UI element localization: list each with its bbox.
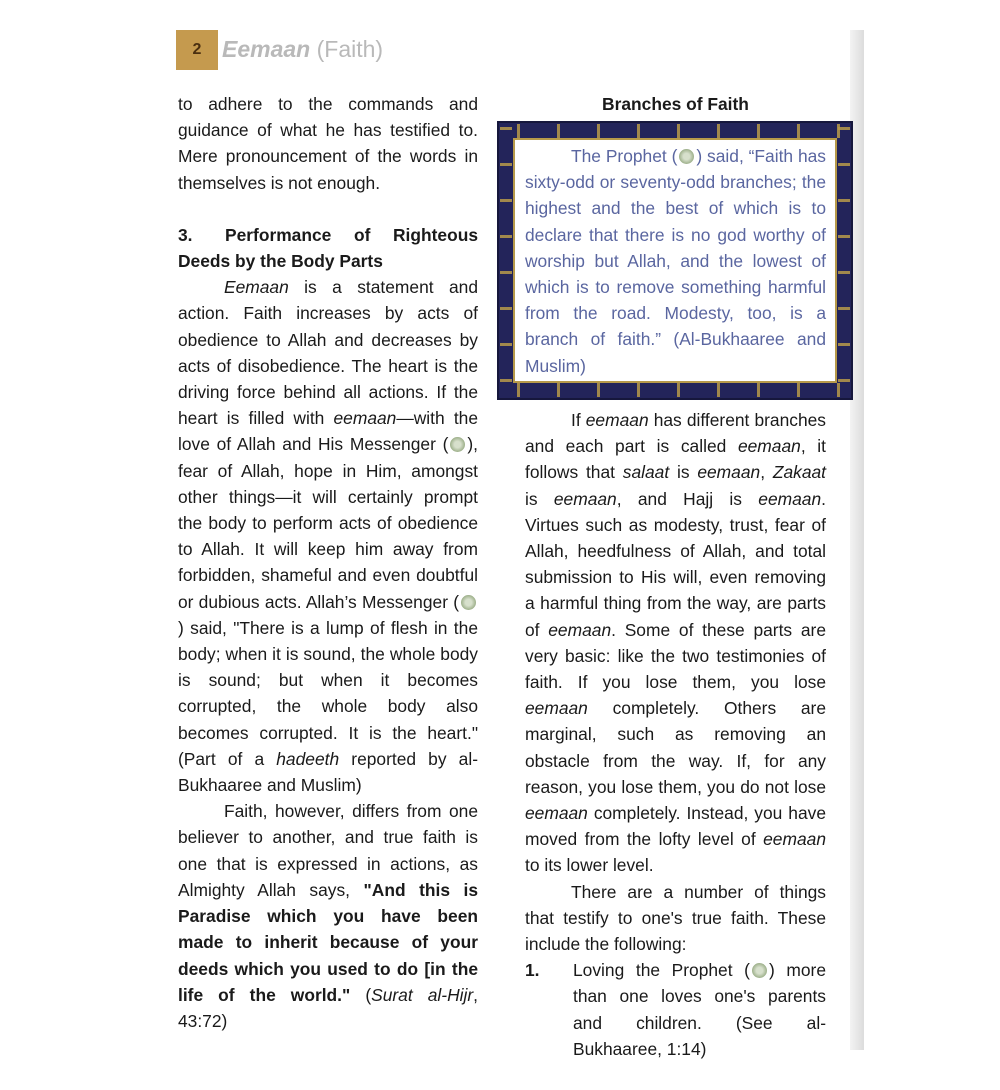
running-title-italic: Eemaan [222, 36, 311, 62]
pbuh-seal-icon [461, 595, 476, 610]
list-item-number: 1. [525, 960, 540, 981]
text-run: reported by al-Bukhaaree and Muslim) [178, 748, 479, 796]
section-heading-text: Performance of Righteous Deeds by the Body Parts [178, 224, 478, 272]
emphasis: eemaan [333, 408, 397, 429]
list-item [525, 957, 826, 1062]
emphasis: Eemaan [224, 277, 289, 298]
emphasis: eemaan [525, 698, 588, 719]
hadith-quote-text [525, 143, 826, 379]
text-run: ) said, "There is a lump of flesh in the body; when it is sound, the whole body is sound; but when it becomes corrupted, the whole body also becomes corrupted. It is the heart." (Part of a [178, 617, 478, 769]
text-run: to its lower level. [525, 855, 654, 876]
pbuh-seal-icon [752, 963, 767, 978]
text-run: is [669, 462, 698, 483]
frame-ornament-right [838, 123, 850, 398]
emphasis: eemaan [737, 436, 801, 457]
right-paragraph-1 [525, 407, 826, 879]
frame-ornament-bottom [499, 383, 851, 397]
emphasis: eemaan [548, 619, 612, 640]
text-run: ) said, “Faith has sixty-odd or seventy-odd branches; the highest and the best of which is to declare that there is no god worthy of worship but Allah, and the lowest of which is to remove something harmful from the road. Modesty, too, is a branch of faith.” (Al-Bukhaaree and Muslim) [525, 146, 826, 376]
text-run: ) more than one loves one's parents and children. (See al-Bukhaaree, 1:14) [573, 960, 826, 1059]
text-run: is a statement and action. Faith increases by acts of obedience to Allah and decreases by acts of disobedience. The heart is the driving force behind all actions. If the heart is filled with [178, 277, 478, 429]
page-number: 2 [176, 30, 218, 70]
emphasis: eemaan [763, 829, 826, 850]
text-run: , it follows that [525, 436, 826, 483]
text-run: completely. Others are marginal, such as removing an obstacle from the way. If, for any reason, you lose them, you do not lose [525, 698, 826, 797]
left-paragraph-2 [178, 274, 478, 798]
right-paragraph-2: There are a number of things that testify to one's true faith. These include the following: [525, 881, 826, 955]
left-paragraph-1: to adhere to the commands and guidance of what he has testified to. Mere pronouncement of the words in themselves is not enough. [178, 94, 478, 193]
emphasis: Surat al-Hijr [371, 984, 474, 1005]
frame-ornament-left [500, 123, 512, 398]
pbuh-seal-icon [450, 437, 465, 452]
text-run: . Virtues such as modesty, trust, fear of Allah, heedfulness of Allah, and total submission to His will, even removing a harmful thing from the way, are parts of [525, 488, 826, 640]
emphasis: Zakaat [772, 462, 826, 483]
running-title-rest: (Faith) [310, 36, 384, 62]
quran-quote: "And this is Paradise which you have been made to inherit because of your deeds which you used to do [in the life of the world." [178, 879, 479, 1005]
right-column [525, 407, 826, 1062]
emphasis: eemaan [585, 410, 649, 430]
text-run: completely. Instead, you have moved from the lofty level of [525, 803, 826, 850]
list-item-text [573, 957, 826, 1062]
section-heading [178, 222, 478, 274]
text-run: —with the love of Allah and His Messenger ( [178, 408, 479, 455]
text-run: ( [350, 984, 372, 1005]
emphasis: eemaan [525, 803, 588, 824]
text-run: is [525, 488, 554, 509]
left-column [178, 91, 478, 1034]
pbuh-seal-icon [679, 149, 694, 164]
emphasis: salaat [622, 462, 670, 483]
emphasis: eemaan [758, 488, 822, 509]
running-title [222, 36, 383, 63]
frame-ornament-top [499, 124, 851, 138]
text-run: , 43:72) [178, 984, 478, 1031]
text-run: The Prophet ( [571, 146, 678, 166]
text-run: . Some of these parts are very basic: like the two testimonies of faith. If you lose them, you lose [525, 619, 826, 693]
section-heading-number: 3. [178, 224, 193, 245]
text-run: , [760, 462, 773, 483]
text-run: ), fear of Allah, hope in Him, amongst other things—it will certainly prompt the body to perform acts of obedience to Allah. It will keep him away from forbidden, shameful and even doubtful or dubious acts. Allah’s Messenger ( [178, 434, 478, 612]
hadith-quote [525, 143, 826, 379]
emphasis: hadeeth [276, 748, 340, 769]
text-run: , and Hajj is [616, 488, 759, 509]
text-run: Faith, however, differs from one believer to another, and true faith is one that is expressed in actions, as Almighty Allah says, [178, 801, 478, 900]
text-run: has different branches and each part is called [525, 410, 826, 457]
emphasis: eemaan [697, 462, 761, 483]
left-paragraph-3 [178, 798, 478, 1034]
emphasis: eemaan [553, 488, 617, 509]
text-run: If [571, 410, 586, 430]
box-title: Branches of Faith [602, 94, 749, 114]
text-run: Loving the Prophet ( [573, 960, 750, 981]
